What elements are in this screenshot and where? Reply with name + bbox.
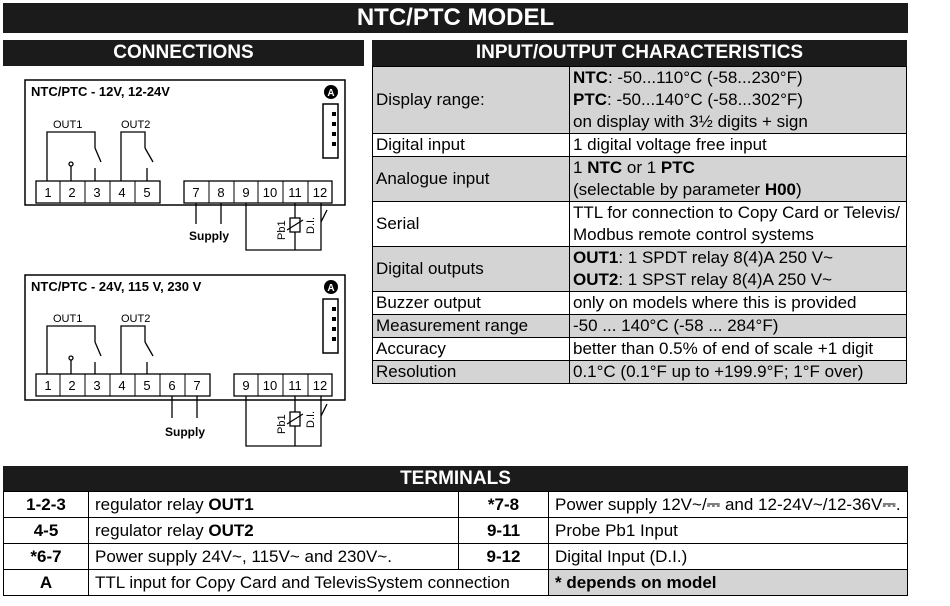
resolution-value: 0.1°C (0.1°F up to +199.9°F; 1°F over) — [570, 361, 907, 384]
terminal-4: 4 — [118, 185, 126, 200]
display-range-label: Display range: — [373, 67, 570, 134]
row-digital-outputs — [373, 247, 907, 292]
terminal-3: 3 — [93, 378, 101, 393]
ptc-key: PTC — [573, 90, 607, 109]
terminal-10: 10 — [262, 185, 278, 200]
analogue-ptc: PTC — [660, 158, 695, 177]
row-digital-input — [373, 134, 907, 157]
serial-line-1: TTL for connection to Copy Card or Televis/ — [573, 203, 900, 222]
row-buzzer — [373, 292, 907, 315]
analogue-text: 1 — [573, 158, 588, 177]
connections-heading: CONNECTIONS — [3, 40, 364, 66]
table-row — [4, 492, 908, 518]
terminal-12: 12 — [312, 185, 328, 200]
out2-value: : 1 SPST relay 8(4)A 250 V~ — [618, 270, 833, 289]
terminal-desc: TTL input for Copy Card and TelevisSystem connection — [89, 570, 549, 596]
analogue-input-label: Analogue input — [373, 157, 570, 202]
page-title: NTC/PTC MODEL — [3, 3, 908, 33]
out2-label: OUT2 — [121, 313, 151, 325]
accuracy-label: Accuracy — [373, 338, 570, 361]
terminal-key: 4-5 — [4, 518, 89, 544]
terminal-10: 10 — [262, 378, 278, 393]
footnote-depends-on-model: * depends on model — [549, 570, 908, 596]
terminal-desc: Power supply 12V~/⎓ and 12-24V~/12-36V⎓. — [549, 492, 908, 518]
di-label: D.I. — [305, 410, 317, 428]
accuracy-value: better than 0.5% of end of scale +1 digit — [570, 338, 907, 361]
terminal-9: 9 — [242, 185, 250, 200]
table-row — [4, 570, 908, 596]
terminal-9: 9 — [242, 378, 250, 393]
measurement-value: -50 ... 140°C (-58 ... 284°F) — [570, 315, 907, 338]
terminal-key: A — [4, 570, 89, 596]
terminal-desc — [89, 492, 459, 518]
out2-label: OUT2 — [121, 119, 151, 131]
terminal-1: 1 — [44, 185, 52, 200]
terminal-6: 6 — [168, 378, 176, 393]
di-label: D.I. — [305, 216, 317, 234]
terminal-7: 7 — [193, 378, 201, 393]
analogue-ntc: NTC — [587, 158, 623, 177]
diagram-title: NTC/PTC - 12V, 12-24V — [31, 84, 170, 99]
terminal-7: 7 — [192, 185, 200, 200]
wiring-diagram-12v — [3, 72, 364, 272]
terminals-heading: TERMINALS — [3, 466, 908, 491]
out1-value: : 1 SPDT relay 8(4)A 250 V~ — [618, 248, 834, 267]
terminals-table — [3, 491, 908, 596]
analogue-text: ) — [796, 180, 802, 199]
probe-label: Pb1 — [276, 220, 288, 240]
terminal-key: *6-7 — [4, 544, 89, 570]
row-serial — [373, 202, 907, 247]
analogue-text: or 1 — [622, 158, 661, 177]
ptc-range: : -50...140°C (-58...302°F) — [607, 90, 803, 109]
terminal-desc: Power supply 24V~, 115V~ and 230V~. — [89, 544, 459, 570]
serial-value — [570, 202, 907, 247]
display-note: on display with 3½ digits + sign — [573, 112, 808, 131]
terminal-key: *7-8 — [459, 492, 549, 518]
row-resolution — [373, 361, 907, 384]
resolution-label: Resolution — [373, 361, 570, 384]
probe-label: Pb1 — [276, 414, 288, 434]
digital-outputs-label: Digital outputs — [373, 247, 570, 292]
terminal-5: 5 — [143, 185, 151, 200]
terminal-desc-bold: OUT1 — [208, 494, 254, 514]
terminal-1: 1 — [44, 378, 52, 393]
row-analogue-input — [373, 157, 907, 202]
out1-key: OUT1 — [573, 248, 619, 267]
out2-key: OUT2 — [573, 270, 619, 289]
terminal-block-right — [184, 181, 332, 203]
terminal-4: 4 — [118, 378, 126, 393]
buzzer-label: Buzzer output — [373, 292, 570, 315]
terminal-2: 2 — [68, 185, 76, 200]
terminal-12: 12 — [312, 378, 328, 393]
analogue-input-value — [570, 157, 907, 202]
terminal-11: 11 — [288, 378, 302, 393]
analogue-param: H00 — [764, 180, 797, 199]
digital-input-value: 1 digital voltage free input — [570, 134, 907, 157]
ntc-range: : -50...110°C (-58...230°F) — [607, 68, 803, 87]
terminal-3: 3 — [93, 185, 101, 200]
badge-a-label: A — [327, 283, 335, 294]
terminal-desc-text: regulator relay — [95, 520, 209, 540]
row-display-range — [373, 67, 907, 134]
terminal-desc — [89, 518, 459, 544]
digital-outputs-value — [570, 247, 907, 292]
diagram-title: NTC/PTC - 24V, 115 V, 230 V — [31, 279, 202, 294]
table-row — [4, 518, 908, 544]
out1-label: OUT1 — [53, 119, 83, 131]
serial-label: Serial — [373, 202, 570, 247]
analogue-text: (selectable by parameter — [573, 180, 765, 199]
terminal-desc: Digital Input (D.I.) — [549, 544, 908, 570]
digital-input-label: Digital input — [373, 134, 570, 157]
row-accuracy — [373, 338, 907, 361]
terminal-8: 8 — [217, 185, 225, 200]
terminal-key: 1-2-3 — [4, 492, 89, 518]
terminal-key: 9-12 — [459, 544, 549, 570]
badge-a-label: A — [327, 88, 335, 99]
display-range-value — [570, 67, 907, 134]
ntc-key: NTC — [573, 68, 608, 87]
row-measurement-range — [373, 315, 907, 338]
terminal-key: 9-11 — [459, 518, 549, 544]
out1-label: OUT1 — [53, 313, 83, 325]
terminal-desc: Probe Pb1 Input — [549, 518, 908, 544]
table-row — [4, 544, 908, 570]
measurement-label: Measurement range — [373, 315, 570, 338]
supply-label: Supply — [165, 425, 206, 439]
io-characteristics-heading: INPUT/OUTPUT CHARACTERISTICS — [372, 40, 907, 66]
io-characteristics-table — [372, 66, 907, 384]
buzzer-value: only on models where this is provided — [570, 292, 907, 315]
terminal-5: 5 — [143, 378, 151, 393]
wiring-diagram-230v — [3, 270, 364, 470]
terminal-desc-bold: OUT2 — [208, 520, 254, 540]
serial-line-2: Modbus remote control systems — [573, 225, 814, 244]
supply-label: Supply — [189, 229, 230, 243]
terminal-11: 11 — [288, 185, 302, 200]
terminal-desc-text: regulator relay — [95, 494, 209, 514]
terminal-2: 2 — [68, 378, 76, 393]
